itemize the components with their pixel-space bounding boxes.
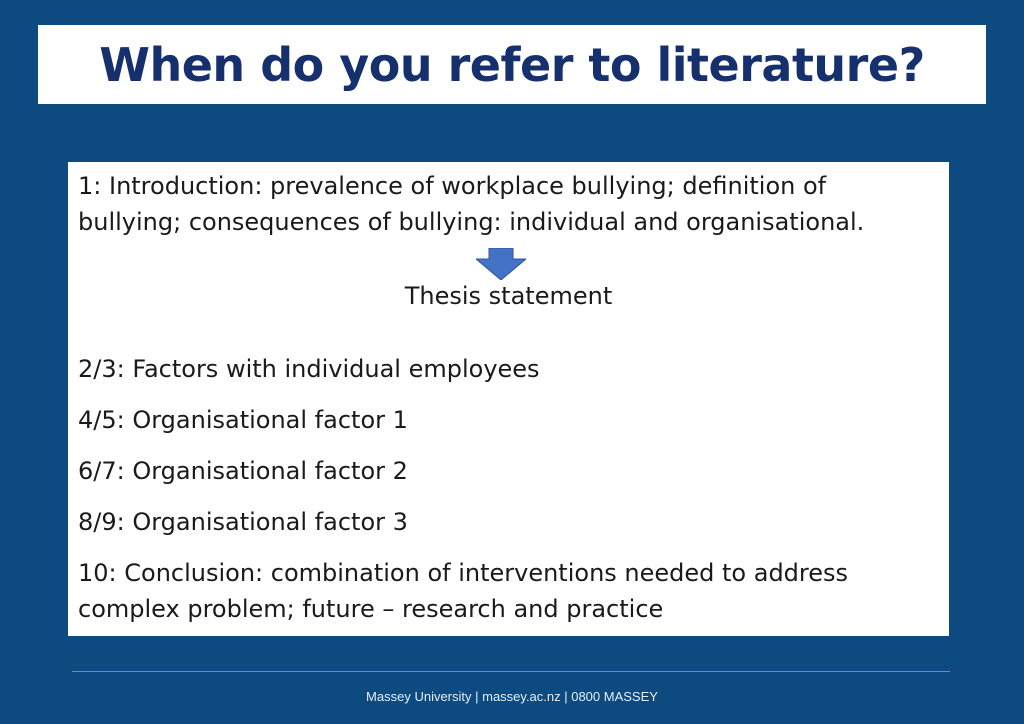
thesis-statement: Thesis statement — [404, 282, 613, 310]
footer-text: Massey University | massey.ac.nz | 0800 MASSEY — [366, 689, 658, 704]
conclusion-line-2: complex problem; future – research and practice — [78, 595, 664, 623]
list-item: 2/3: Factors with individual employees — [78, 355, 540, 383]
intro-line-1: 1: Introduction: prevalence of workplace bullying; definition of — [78, 172, 827, 200]
list-item: 8/9: Organisational factor 3 — [78, 508, 408, 536]
content-box — [68, 162, 949, 636]
slide-title: When do you refer to literature? — [99, 37, 925, 92]
intro-line-2: bullying; consequences of bullying: individual and organisational. — [78, 208, 865, 236]
title-bar — [38, 25, 986, 104]
down-arrow-icon — [476, 248, 526, 280]
conclusion-line-1: 10: Conclusion: combination of interventions needed to address — [78, 559, 849, 587]
list-item: 4/5: Organisational factor 1 — [78, 406, 408, 434]
footer-divider — [72, 671, 950, 672]
list-item: 6/7: Organisational factor 2 — [78, 457, 408, 485]
